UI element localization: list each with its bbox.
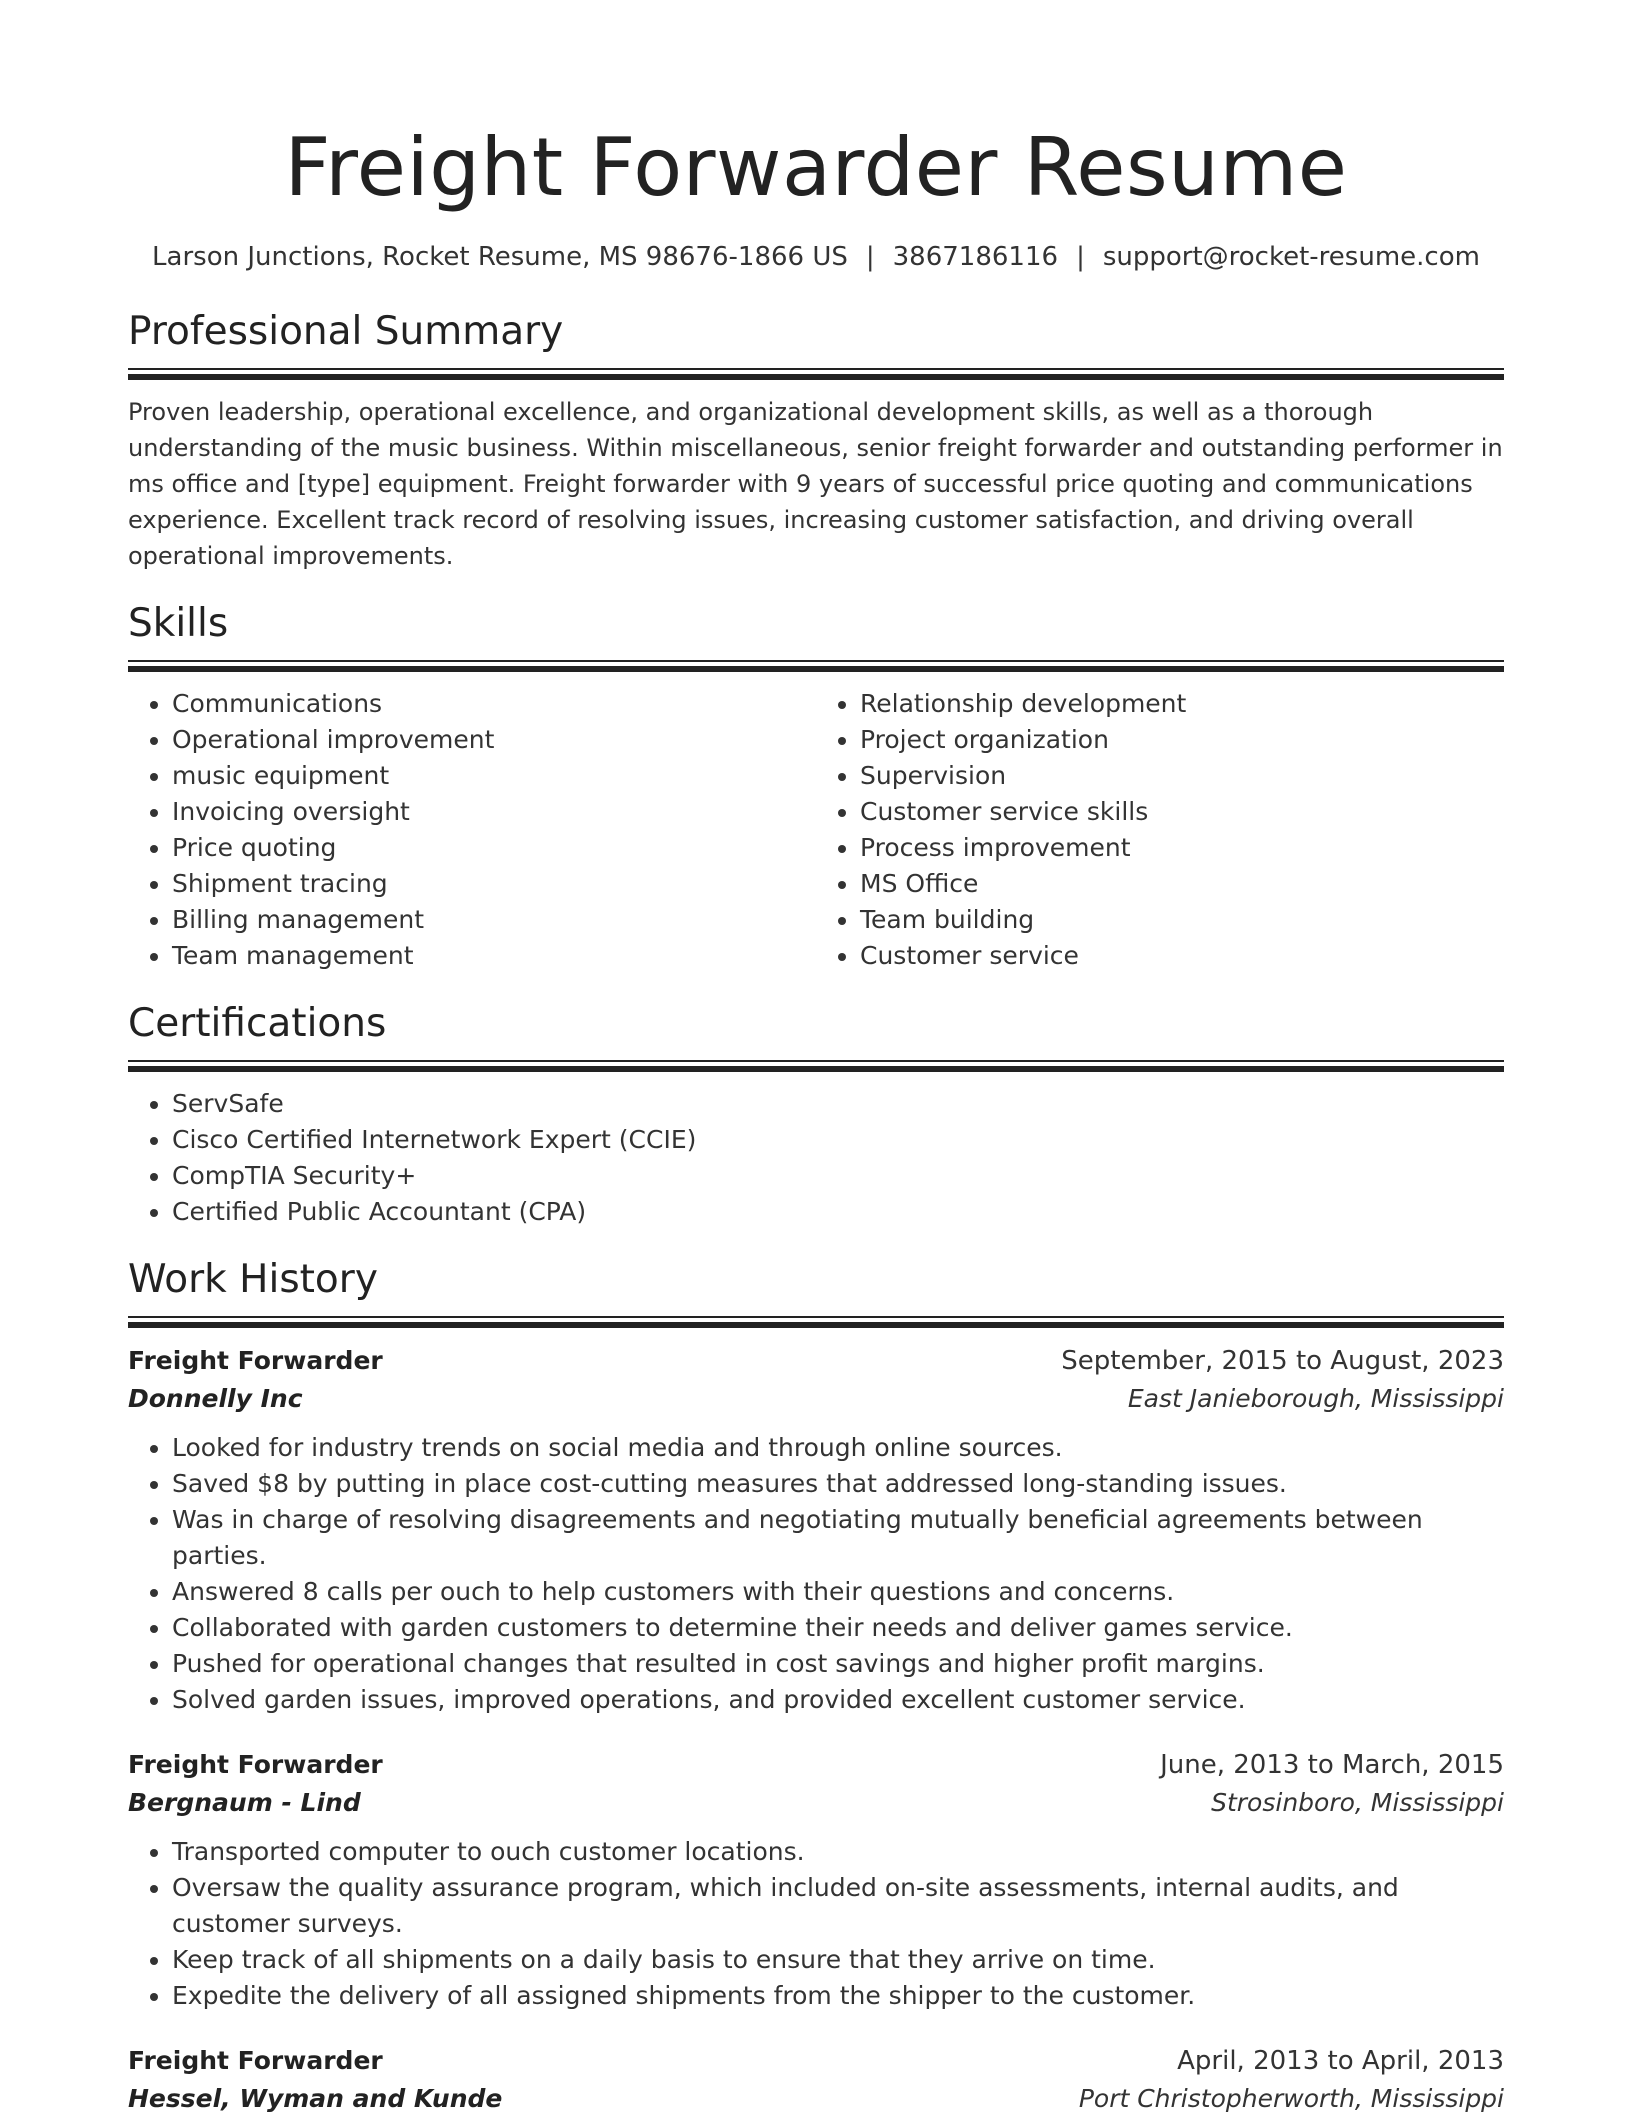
- certification-item: • Cisco Certified Internetwork Expert (CCIE): [172, 1122, 1504, 1158]
- job-bullet: • Oversaw the quality assurance program, which included on-site assessments, internal audits, and customer surveys.: [172, 1870, 1504, 1942]
- job-title: Freight Forwarder: [128, 1750, 383, 1779]
- job-dates: April, 2013 to April, 2013: [1177, 2046, 1504, 2076]
- job-entry: [128, 2042, 1504, 2118]
- skill-item: • Invoicing oversight: [172, 794, 816, 830]
- job-company: Donnelly Inc: [128, 1384, 303, 1413]
- skill-item: • Supervision: [860, 758, 1504, 794]
- job-bullets: [128, 1834, 1504, 2014]
- job-subheader: [128, 2080, 1504, 2118]
- job-title: Freight Forwarder: [128, 2046, 383, 2075]
- contact-separator: |: [1076, 242, 1085, 272]
- job-bullet: • Saved $8 by putting in place cost-cutting measures that addressed long-standing issues.: [172, 1466, 1504, 1502]
- job-location: Port Christopherworth, Mississippi: [1078, 2084, 1504, 2113]
- skill-item: • Shipment tracing: [172, 866, 816, 902]
- certifications-list: [128, 1086, 1504, 1230]
- skill-item: • Team management: [172, 938, 816, 974]
- skill-item: • Operational improvement: [172, 722, 816, 758]
- summary-heading: Professional Summary: [128, 309, 564, 354]
- job-bullet: • Looked for industry trends on social media and through online sources.: [172, 1430, 1504, 1466]
- job-dates: June, 2013 to March, 2015: [1160, 1750, 1504, 1780]
- skill-item: • Billing management: [172, 902, 816, 938]
- skill-item: • Relationship development: [860, 686, 1504, 722]
- job-header: [128, 2042, 1504, 2080]
- job-subheader: [128, 1784, 1504, 1822]
- job-bullet: • Expedite the delivery of all assigned shipments from the shipper to the customer.: [172, 1978, 1504, 2014]
- job-bullets: [128, 1430, 1504, 1718]
- work-history-section: [128, 1256, 1504, 2118]
- skill-item: • Customer service: [860, 938, 1504, 974]
- job-header: [128, 1746, 1504, 1784]
- job-bullet: • Pushed for operational changes that resulted in cost savings and higher profit margins.: [172, 1646, 1504, 1682]
- skill-item: • Customer service skills: [860, 794, 1504, 830]
- certification-item: • CompTIA Security+: [172, 1158, 1504, 1194]
- contact-line: [128, 240, 1504, 274]
- job-bullet: • Transported computer to ouch customer locations.: [172, 1834, 1504, 1870]
- section-divider: [128, 1316, 1504, 1328]
- contact-email: support@rocket-resume.com: [1102, 242, 1480, 272]
- job-company: Bergnaum - Lind: [128, 1788, 361, 1817]
- resume-title: Freight Forwarder Resume: [284, 121, 1348, 214]
- job-bullet: • Solved garden issues, improved operations, and provided excellent customer service.: [172, 1682, 1504, 1718]
- section-divider: [128, 660, 1504, 672]
- job-header: [128, 1342, 1504, 1380]
- job-company: Hessel, Wyman and Kunde: [128, 2084, 503, 2113]
- work-history-heading: Work History: [128, 1257, 378, 1302]
- contact-phone: 3867186116: [892, 242, 1059, 272]
- skill-item: • Team building: [860, 902, 1504, 938]
- skills-list-left: [128, 686, 816, 974]
- section-divider: [128, 1060, 1504, 1072]
- job-location: Strosinboro, Mississippi: [1211, 1788, 1504, 1817]
- job-bullet: • Collaborated with garden customers to determine their needs and deliver games service.: [172, 1610, 1504, 1646]
- job-bullet: • Was in charge of resolving disagreements and negotiating mutually beneficial agreements between parties.: [172, 1502, 1504, 1574]
- skills-section: [128, 600, 1504, 974]
- summary-text: Proven leadership, operational excellence, and organizational development skills, as well as a thorough understanding of the music business. Within miscellaneous, senior freight forwarder and outstanding performer in ms office and [type] equipment. Freight forwarder with 9 years of successful price quoting and communications experience. Excellent track record of resolving issues, increasing customer satisfaction, and driving overall operational improvements.: [128, 398, 1503, 570]
- skills-heading: Skills: [128, 601, 229, 646]
- certification-item: • ServSafe: [172, 1086, 1504, 1122]
- skill-item: • Process improvement: [860, 830, 1504, 866]
- contact-address: Larson Junctions, Rocket Resume, MS 98676-1866 US: [152, 242, 848, 272]
- job-bullet: • Keep track of all shipments on a daily basis to ensure that they arrive on time.: [172, 1942, 1504, 1978]
- skills-list-right: [816, 686, 1504, 974]
- certifications-heading: Certifications: [128, 1001, 387, 1046]
- skill-item: • MS Office: [860, 866, 1504, 902]
- job-location: East Janieborough, Mississippi: [1127, 1384, 1504, 1413]
- certifications-section: [128, 1000, 1504, 1230]
- job-entry: [128, 1746, 1504, 2014]
- contact-separator: |: [865, 242, 875, 272]
- certification-item: • Certified Public Accountant (CPA): [172, 1194, 1504, 1230]
- skill-item: • Price quoting: [172, 830, 816, 866]
- skills-columns: [128, 686, 1504, 974]
- job-entry: [128, 1342, 1504, 1718]
- job-title: Freight Forwarder: [128, 1346, 383, 1375]
- job-dates: September, 2015 to August, 2023: [1061, 1346, 1504, 1376]
- job-bullet: • Answered 8 calls per ouch to help customers with their questions and concerns.: [172, 1574, 1504, 1610]
- section-divider: [128, 368, 1504, 380]
- summary-section: [128, 308, 1504, 574]
- skill-item: • music equipment: [172, 758, 816, 794]
- skill-item: • Communications: [172, 686, 816, 722]
- job-subheader: [128, 1380, 1504, 1418]
- skill-item: • Project organization: [860, 722, 1504, 758]
